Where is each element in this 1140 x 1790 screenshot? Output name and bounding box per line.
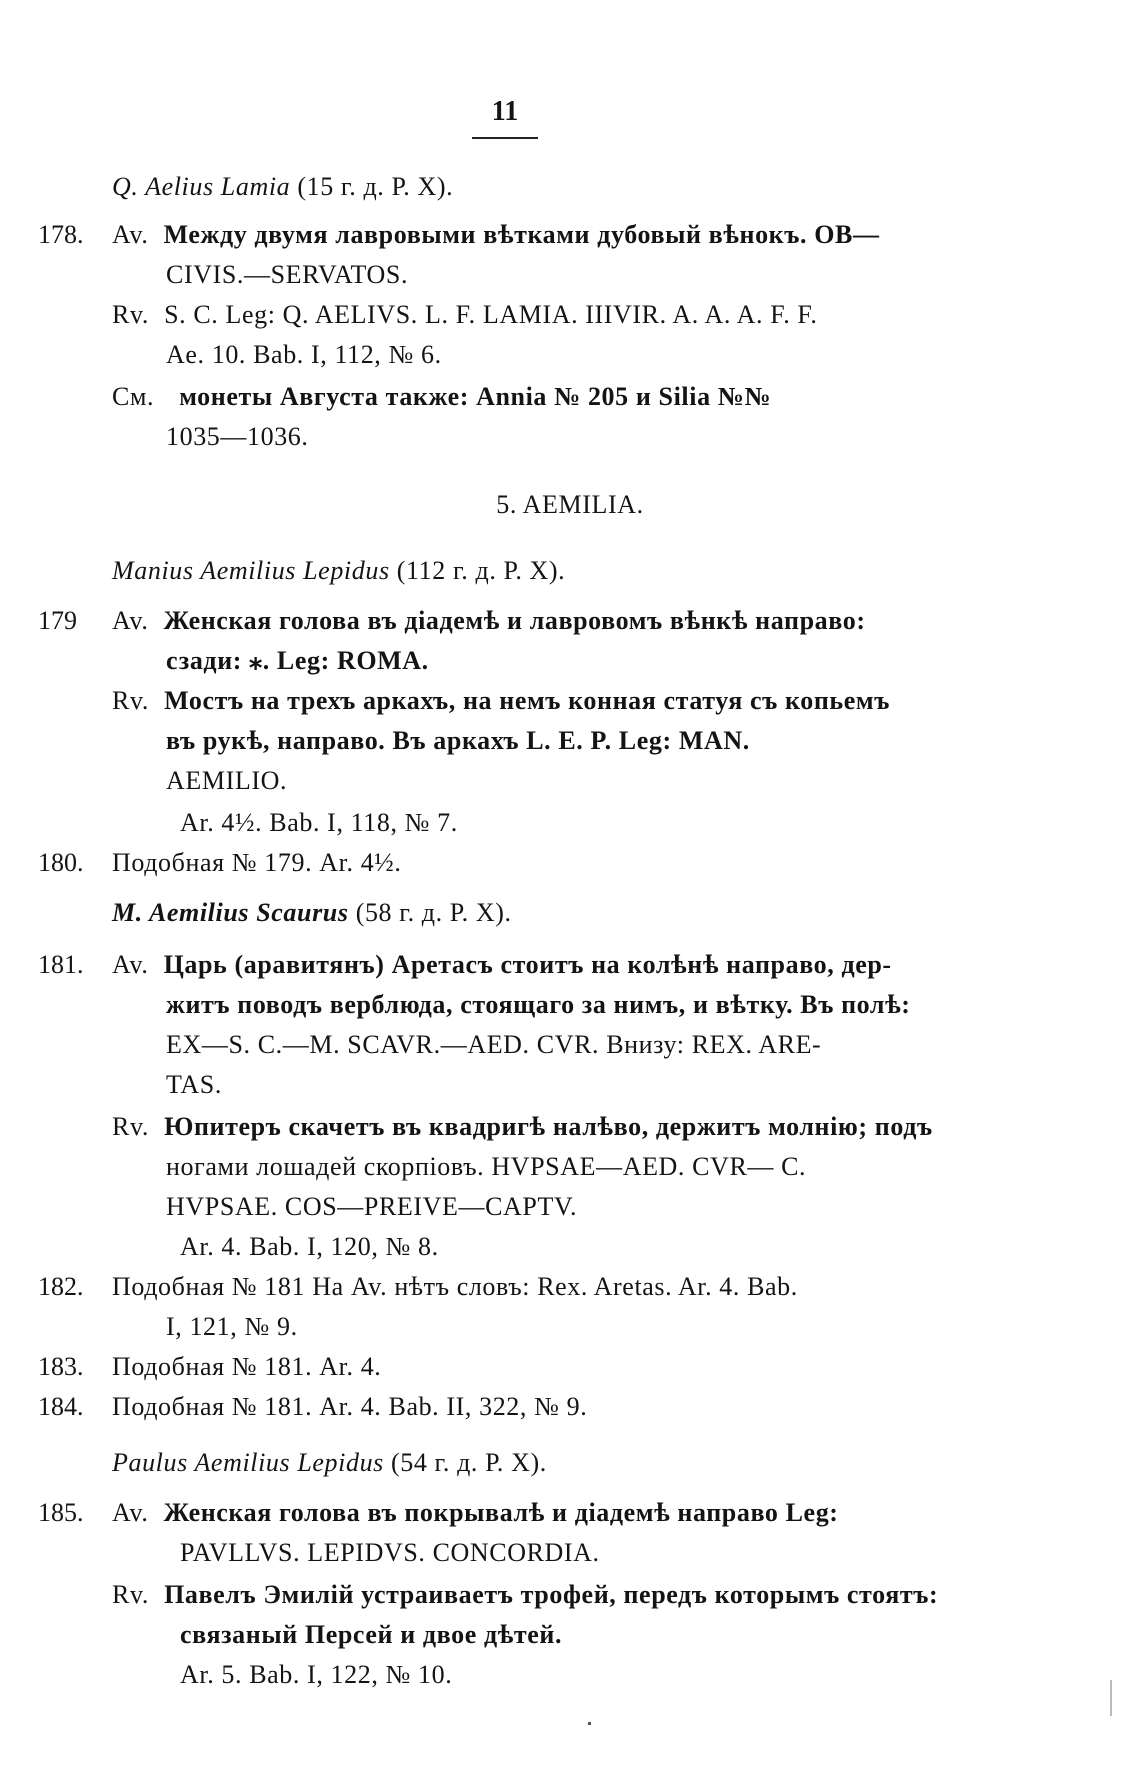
entry-178-av bbox=[112, 218, 880, 252]
heading-lepidus bbox=[112, 554, 565, 588]
heading-lamia-name: Q. Aelius Lamia bbox=[112, 172, 291, 201]
entry-181-av-text-1: Царь (аравитянъ) Аретасъ стоитъ на колѣнѣ направо, дер- bbox=[163, 950, 892, 979]
heading-lepidus-date: (112 г. д. Р. Х). bbox=[396, 556, 566, 585]
entry-185-rv-text-3: Ar. 5. Bab. I, 122, № 10. bbox=[180, 1660, 453, 1689]
entry-179-rv-text-2: въ рукѣ, направо. Въ аркахъ L. E. P. Leg: MAN. bbox=[166, 726, 750, 755]
entry-181-av bbox=[112, 948, 892, 982]
entry-180-number: 180. bbox=[38, 848, 84, 877]
entry-178-see-text-1: монеты Августа также: Annia № 205 и Silia №№ bbox=[179, 382, 772, 411]
entry-180-text: Подобная № 179. Ar. 4½. bbox=[112, 848, 402, 877]
entry-178-rv-text-2: Ae. 10. Bab. I, 112, № 6. bbox=[166, 340, 442, 369]
entry-181-rv-text-2: ногами лошадей скорпіовъ. HVPSAE—AED. CVR— C. bbox=[166, 1152, 807, 1181]
entry-178-rv-text-1: S. C. Leg: Q. AELIVS. L. F. LAMIA. IIIVIR. A. A. A. F. F. bbox=[164, 300, 818, 329]
heading-scaurus bbox=[112, 896, 512, 930]
entry-185-av bbox=[112, 1496, 839, 1530]
entry-178-number: 178. bbox=[38, 220, 84, 249]
entry-182-text-1: Подобная № 181 На Av. нѣтъ словъ: Rex. Aretas. Ar. 4. Bab. bbox=[112, 1272, 798, 1301]
entry-184-text: Подобная № 181. Ar. 4. Bab. II, 322, № 9. bbox=[112, 1392, 588, 1421]
entry-185-rv bbox=[112, 1578, 938, 1612]
entry-185-rv-text-1: Павелъ Эмилій устраиваетъ трофей, передъ которымъ стоятъ: bbox=[164, 1580, 939, 1609]
heading-paulus-date: (54 г. д. Р. Х). bbox=[391, 1448, 547, 1477]
entry-185-rv-text-2: связаный Персей и двое дѣтей. bbox=[180, 1620, 563, 1649]
entry-181-rv-text-1: Юпитеръ скачетъ въ квадригѣ налѣво, держитъ молнію; подъ bbox=[164, 1112, 933, 1141]
heading-paulus bbox=[112, 1446, 547, 1480]
entry-179-rv-label: Rv. bbox=[112, 686, 149, 715]
entry-179-av-text-1: Женская голова въ діадемѣ и лавровомъ вѣнкѣ направо: bbox=[163, 606, 866, 635]
scan-speck bbox=[588, 1722, 591, 1725]
entry-185-rv-label: Rv. bbox=[112, 1580, 149, 1609]
entry-178-rv bbox=[112, 298, 818, 332]
page-number: 11 bbox=[491, 96, 519, 127]
entry-181-av-text-2: житъ поводъ верблюда, стоящаго за нимъ, и вѣтку. Въ полѣ: bbox=[166, 990, 911, 1019]
entry-182-number: 182. bbox=[38, 1272, 84, 1301]
entry-178-av-text-2: CIVIS.—SERVATOS. bbox=[166, 260, 409, 289]
entry-185-av-text-2: PAVLLVS. LEPIDVS. CONCORDIA. bbox=[180, 1538, 600, 1567]
entry-184-number: 184. bbox=[38, 1392, 84, 1421]
entry-179-rv bbox=[112, 684, 890, 718]
entry-185-av-text-1: Женская голова въ покрывалѣ и діадемѣ направо Leg: bbox=[163, 1498, 839, 1527]
entry-179-rv-text-4: Ar. 4½. Bab. I, 118, № 7. bbox=[180, 808, 458, 837]
entry-179-rv-text-3: AEMILIO. bbox=[166, 766, 288, 795]
heading-scaurus-date: (58 г. д. Р. Х). bbox=[355, 898, 512, 927]
entry-179-av bbox=[112, 604, 866, 638]
heading-lepidus-name: Manius Aemilius Lepidus bbox=[112, 556, 390, 585]
heading-lamia-date: (15 г. д. Р. Х). bbox=[297, 172, 454, 201]
section-title-aemilia: 5. AEMILIA. bbox=[496, 490, 644, 519]
entry-178-see-label: См. bbox=[112, 382, 155, 411]
entry-178-see bbox=[112, 380, 771, 414]
entry-183-number: 183. bbox=[38, 1352, 84, 1381]
scan-edge-mark bbox=[1110, 1680, 1112, 1716]
entry-181-av-label: Av. bbox=[112, 950, 149, 979]
entry-181-rv-text-4: Ar. 4. Bab. I, 120, № 8. bbox=[180, 1232, 439, 1261]
entry-181-rv-label: Rv. bbox=[112, 1112, 149, 1141]
entry-181-number: 181. bbox=[38, 950, 84, 979]
page-number-rule bbox=[472, 137, 538, 139]
entry-181-rv-text-3: HVPSAE. COS—PREIVE—CAPTV. bbox=[166, 1192, 578, 1221]
entry-178-av-text-1: Между двумя лавровыми вѣтками дубовый вѣнокъ. OB— bbox=[163, 220, 880, 249]
entry-178-rv-label: Rv. bbox=[112, 300, 149, 329]
entry-185-av-label: Av. bbox=[112, 1498, 149, 1527]
entry-181-av-text-4: TAS. bbox=[166, 1070, 222, 1099]
entry-179-number: 179 bbox=[38, 606, 77, 635]
entry-182-text-2: I, 121, № 9. bbox=[166, 1312, 298, 1341]
entry-179-av-label: Av. bbox=[112, 606, 149, 635]
heading-paulus-name: Paulus Aemilius Lepidus bbox=[112, 1448, 384, 1477]
heading-lamia bbox=[112, 170, 453, 204]
entry-185-number: 185. bbox=[38, 1498, 84, 1527]
entry-178-av-label: Av. bbox=[112, 220, 149, 249]
entry-181-av-text-3: EX—S. C.—M. SCAVR.—AED. CVR. Внизу: REX. ARE- bbox=[166, 1030, 822, 1059]
entry-179-av-text-2: сзади: ⁎. Leg: ROMA. bbox=[166, 646, 429, 675]
entry-179-rv-text-1: Мостъ на трехъ аркахъ, на немъ конная статуя съ копьемъ bbox=[164, 686, 890, 715]
entry-181-rv bbox=[112, 1110, 933, 1144]
entry-178-see-text-2: 1035—1036. bbox=[166, 422, 309, 451]
entry-183-text: Подобная № 181. Ar. 4. bbox=[112, 1352, 382, 1381]
heading-scaurus-name: M. Aemilius Scaurus bbox=[112, 898, 349, 927]
